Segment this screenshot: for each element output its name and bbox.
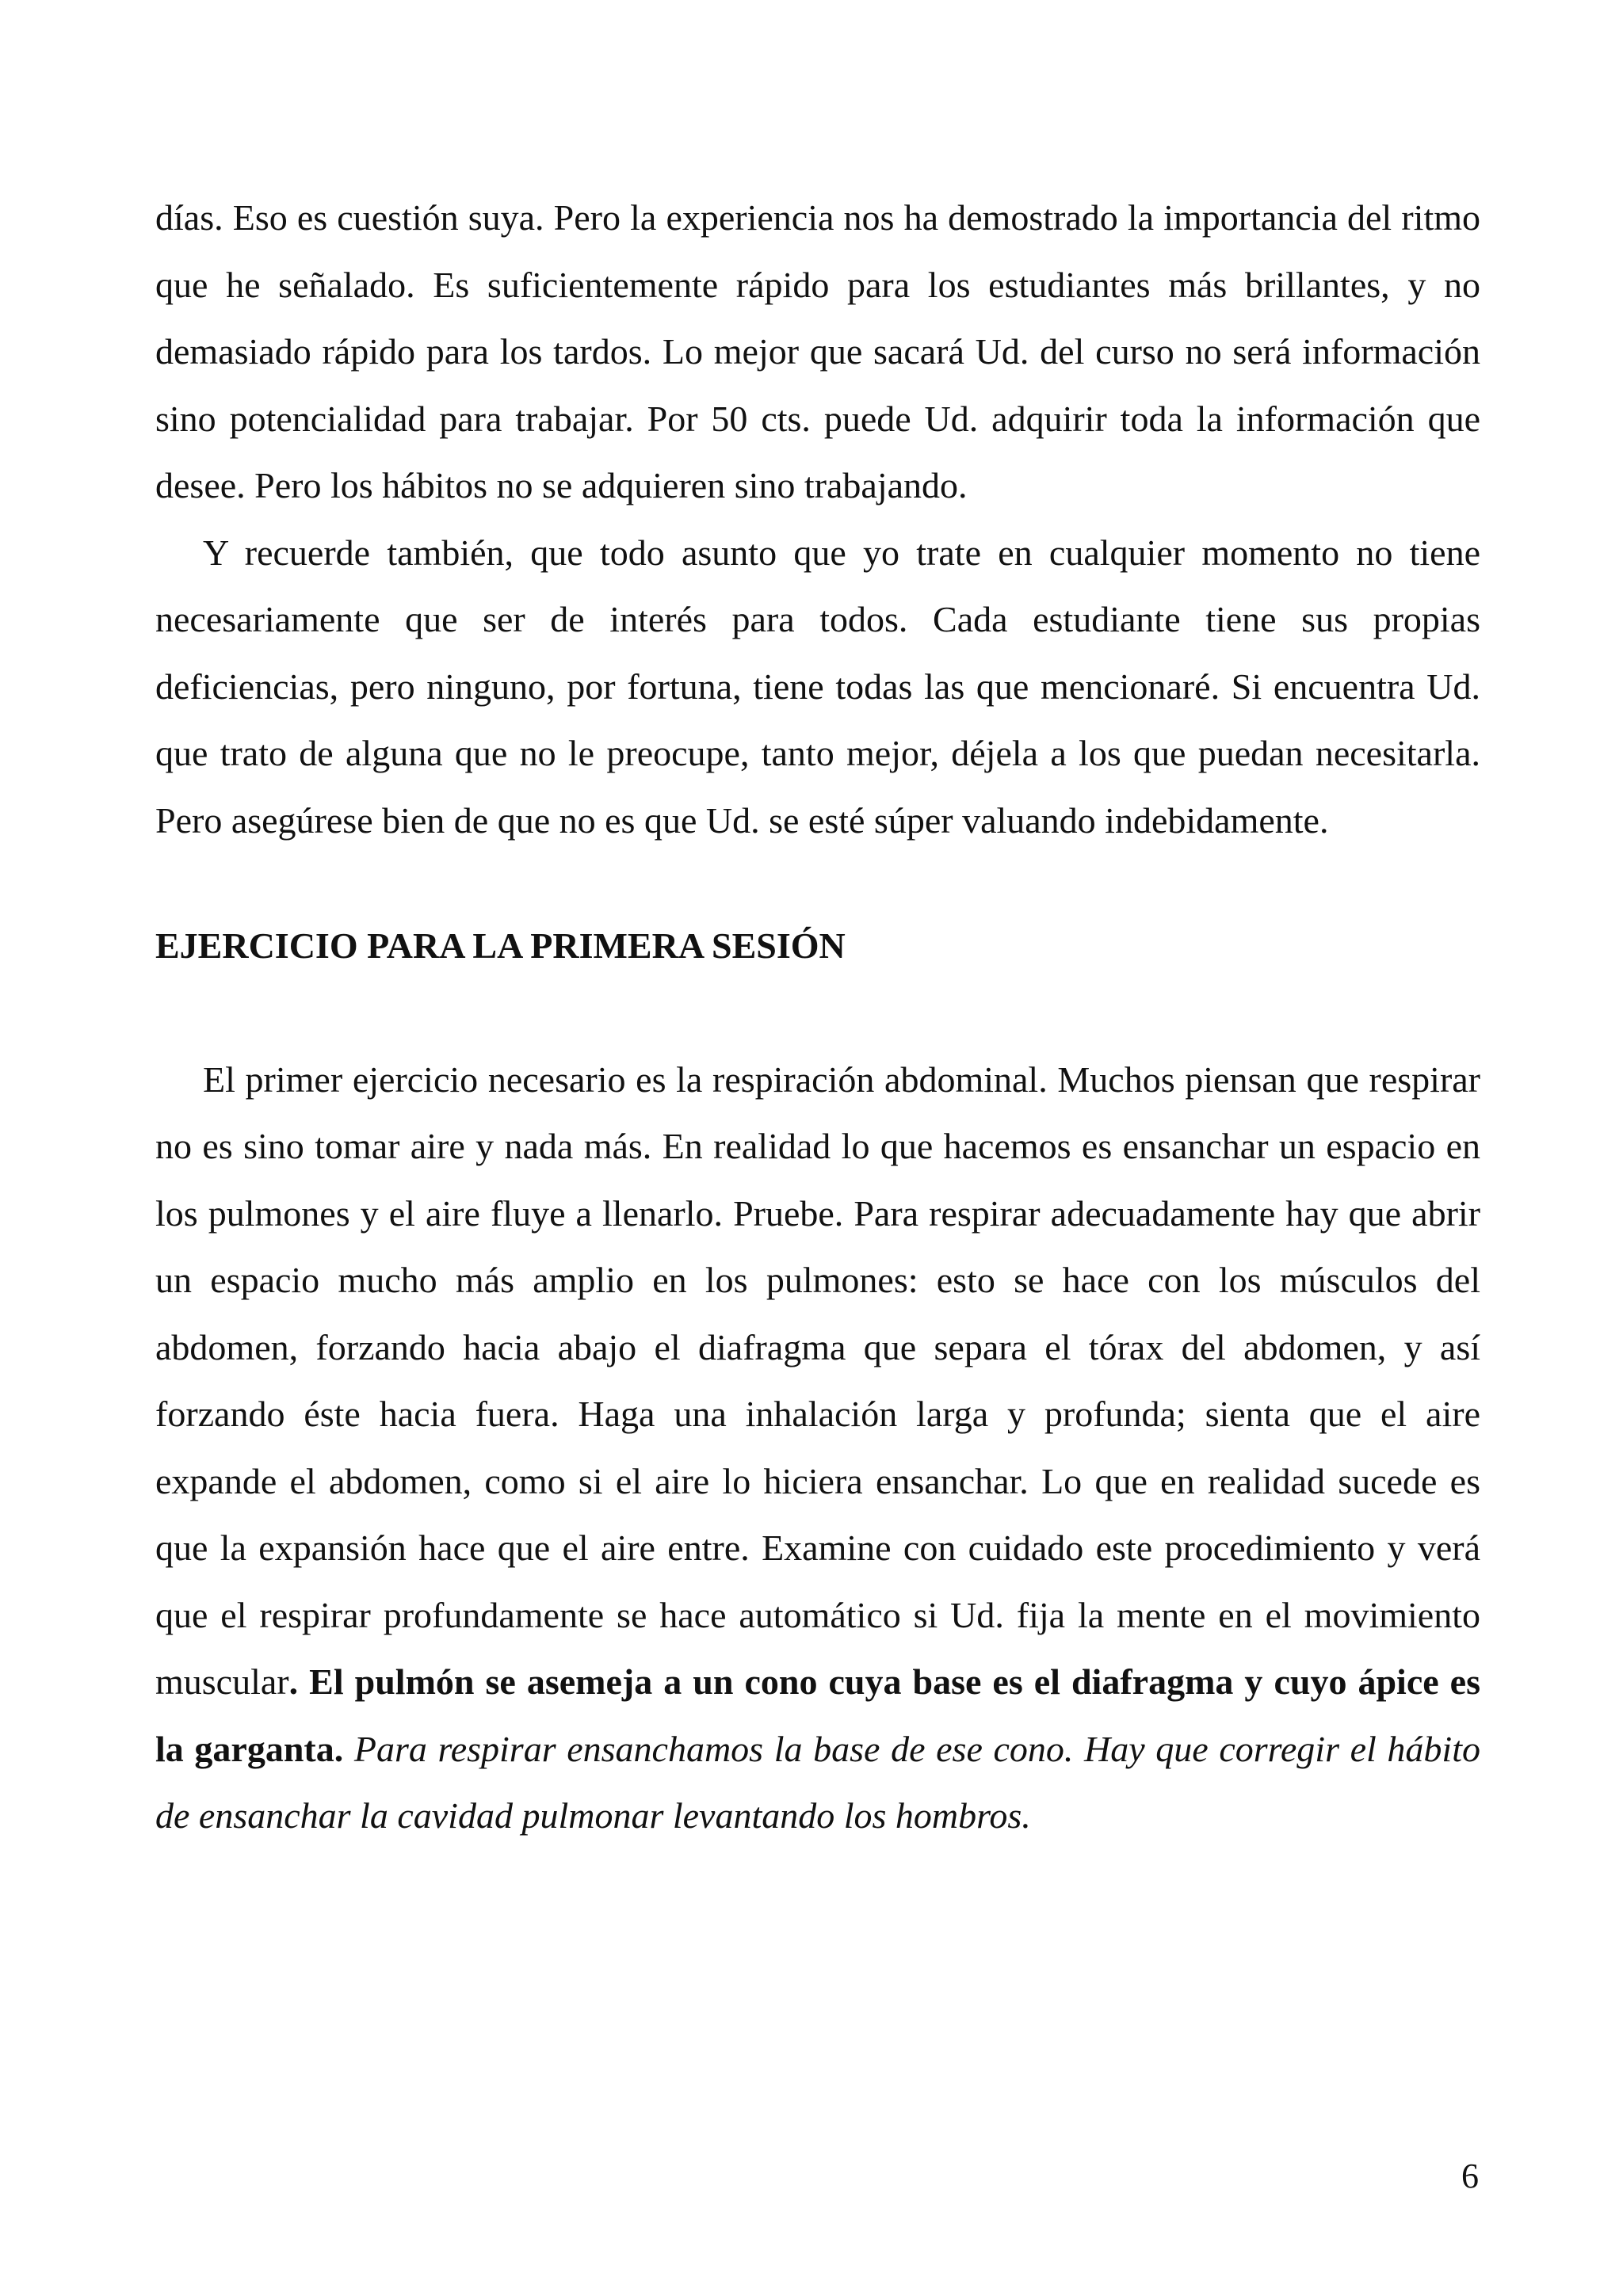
paragraph-exercise bbox=[155, 1047, 1480, 1850]
spacer bbox=[155, 980, 1480, 1047]
exercise-italic-text: Para respirar ensanchamos la base de ese cono. Hay que corregir el hábito de ensanchar la cavidad pulmonar levantando los hombros. bbox=[155, 1728, 1480, 1836]
paragraph-reminder: Y recuerde también, que todo asunto que yo trate en cualquier momento no tiene necesariamente que ser de interés para todos. Cada estudiante tiene sus propias deficiencias, pero ninguno, por fortuna, tiene todas las que mencionaré. Si encuentra Ud. que trato de alguna que no le preocupe, tanto mejor, déjela a los que puedan necesitarla. Pero asegúrese bien de que no es que Ud. se esté súper valuando indebidamente. bbox=[155, 532, 1480, 841]
paragraph-continuation: días. Eso es cuestión suya. Pero la experiencia nos ha demostrado la importancia del ritmo que he señalado. Es suficientemente rápido para los estudiantes más brillantes, y no demasiado rápido para los tardos. Lo mejor que sacará Ud. del curso no será información sino potencialidad para trabajar. Por 50 cts. puede Ud. adquirir toda la información que desee. Pero los hábitos no se adquieren sino trabajando. bbox=[155, 197, 1480, 505]
section-heading: EJERCICIO PARA LA PRIMERA SESIÓN bbox=[155, 925, 846, 966]
exercise-bold-text: . El pulmón se asemeja a un cono cuya base es el diafragma y cuyo ápice es la garganta. bbox=[155, 1661, 1480, 1769]
document-page bbox=[155, 185, 1480, 1850]
exercise-text: El primer ejercicio necesario es la respiración abdominal. Muchos piensan que respirar no es sino tomar aire y nada más. En realidad lo que hacemos es ensanchar un espacio en los pulmones y el aire fluye a llenarlo. Pruebe. Para respirar adecuadamente hay que abrir un espacio mucho más amplio en los pulmones: esto se hace con los músculos del abdomen, forzando hacia abajo el diafragma que separa el tórax del abdomen, y así forzando éste hacia fuera. Haga una inhalación larga y profunda; sienta que el aire expande el abdomen, como si el aire lo hiciera ensanchar. Lo que en realidad sucede es que la expansión hace que el aire entre. Examine con cuidado este procedimiento y verá que el respirar profundamente se hace automático si Ud. fija la mente en el movimiento muscular bbox=[155, 1058, 1480, 1702]
page-number: 6 bbox=[1461, 2157, 1479, 2195]
